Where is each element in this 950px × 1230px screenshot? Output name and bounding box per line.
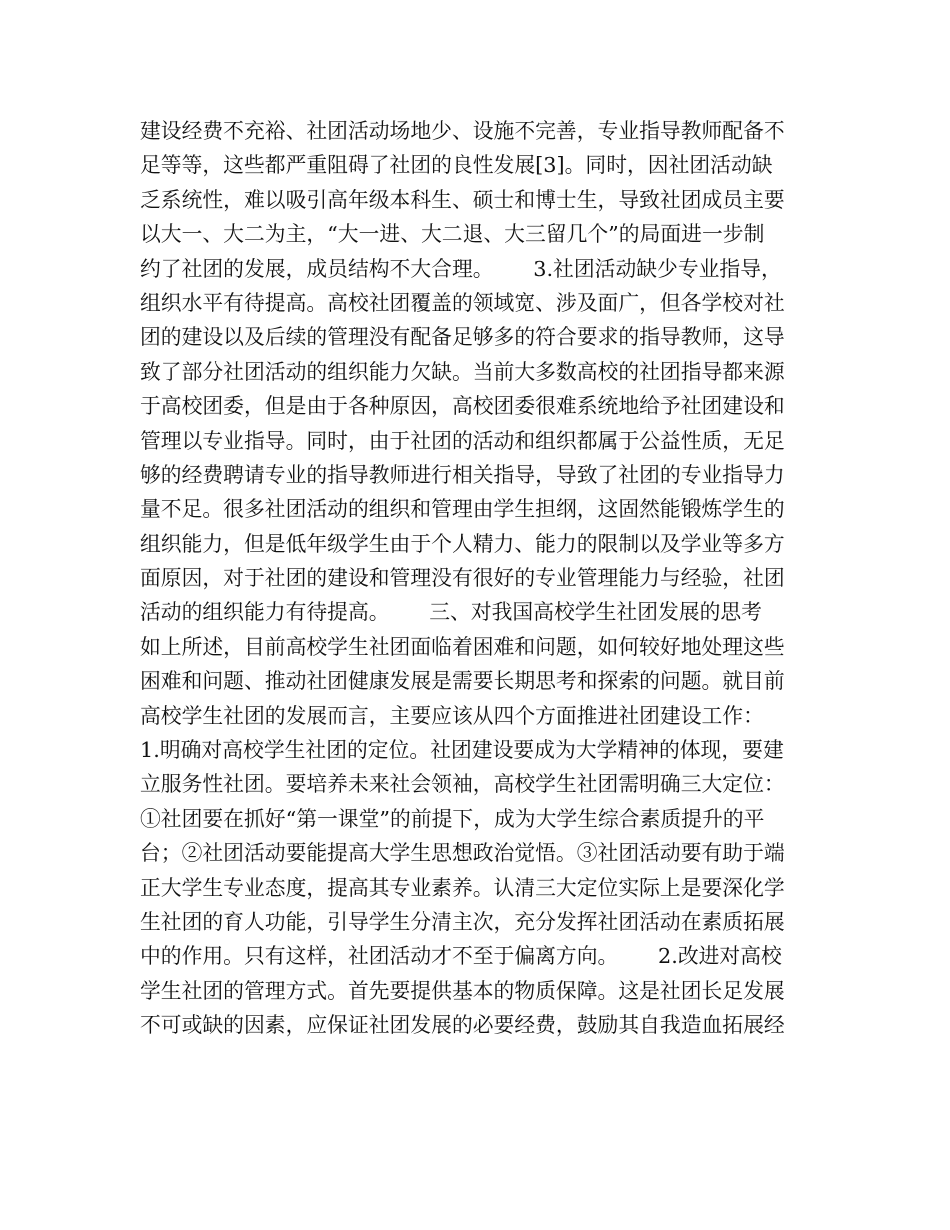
text-line-22: 台；②社团活动要能提高大学生思想政治觉悟。③社团活动要有助于端 <box>140 841 785 866</box>
body-text <box>140 114 820 1043</box>
text-line-16: 如上所述，目前高校学生社团面临着困难和问题，如何较好地处理这些 <box>140 634 785 659</box>
text-line-1: 建设经费不充裕、社团活动场地少、设施不完善，专业指导教师配备不 <box>140 119 785 143</box>
text-line-12: 量不足。很多社团活动的组织和管理由学生担纲，这固然能锻炼学生的 <box>140 497 785 522</box>
text-line-15: 活动的组织能力有待提高。 三、对我国高校学生社团发展的思考 <box>140 600 762 625</box>
text-line-7: 团的建设以及后续的管理没有配备足够多的符合要求的指导教师，这导 <box>140 325 785 350</box>
text-line-17: 困难和问题、推动社团健康发展是需要长期思考和探索的问题。就目前 <box>140 669 785 694</box>
text-line-24: 生社团的育人功能，引导学生分清主次，充分发挥社团活动在素质拓展 <box>140 909 785 934</box>
text-line-5: 约了社团的发展，成员结构不大合理。 3.社团活动缺少专业指导， <box>140 256 782 281</box>
text-line-26: 学生社团的管理方式。首先要提供基本的物质保障。这是社团长足发展 <box>140 978 785 1003</box>
text-line-18: 高校学生社团的发展而言，主要应该从四个方面推进社团建设工作： <box>140 703 764 728</box>
text-line-8: 致了部分社团活动的组织能力欠缺。当前大多数高校的社团指导都来源 <box>140 359 785 384</box>
text-line-20: 立服务性社团。要培养未来社会领袖，高校学生社团需明确三大定位： <box>140 772 785 797</box>
text-line-6: 组织水平有待提高。高校社团覆盖的领域宽、涉及面广，但各学校对社 <box>140 290 785 315</box>
text-line-23: 正大学生专业态度，提高其专业素养。认清三大定位实际上是要深化学 <box>140 875 785 900</box>
text-line-9: 于高校团委，但是由于各种原因，高校团委很难系统地给予社团建设和 <box>140 394 785 419</box>
text-line-27: 不可或缺的因素，应保证社团发展的必要经费，鼓励其自我造血拓展经 <box>140 1013 785 1038</box>
text-line-14: 面原因，对于社团的建设和管理没有很好的专业管理能力与经验，社团 <box>140 566 785 591</box>
text-line-21: ①社团要在抓好“第一课堂”的前提下，成为大学生综合素质提升的平 <box>140 806 765 831</box>
text-line-10: 管理以专业指导。同时，由于社团的活动和组织都属于公益性质，无足 <box>140 428 785 453</box>
text-line-25: 中的作用。只有这样，社团活动才不至于偏离方向。 2.改进对高校 <box>140 944 782 969</box>
text-line-3: 乏系统性，难以吸引高年级本科生、硕士和博士生，导致社团成员主要 <box>140 187 785 212</box>
text-line-19: 1.明确对高校学生社团的定位。社团建设要成为大学精神的体现，要建 <box>140 738 784 763</box>
text-line-11: 够的经费聘请专业的指导教师进行相关指导，导致了社团的专业指导力 <box>140 462 785 487</box>
text-line-13: 组织能力，但是低年级学生由于个人精力、能力的限制以及学业等多方 <box>140 531 785 556</box>
text-line-2: 足等等，这些都严重阻碍了社团的良性发展[3]。同时，因社团活动缺 <box>140 153 773 178</box>
text-line-4: 以大一、大二为主，“大一进、大二退、大三留几个”的局面进一步制 <box>140 222 765 247</box>
